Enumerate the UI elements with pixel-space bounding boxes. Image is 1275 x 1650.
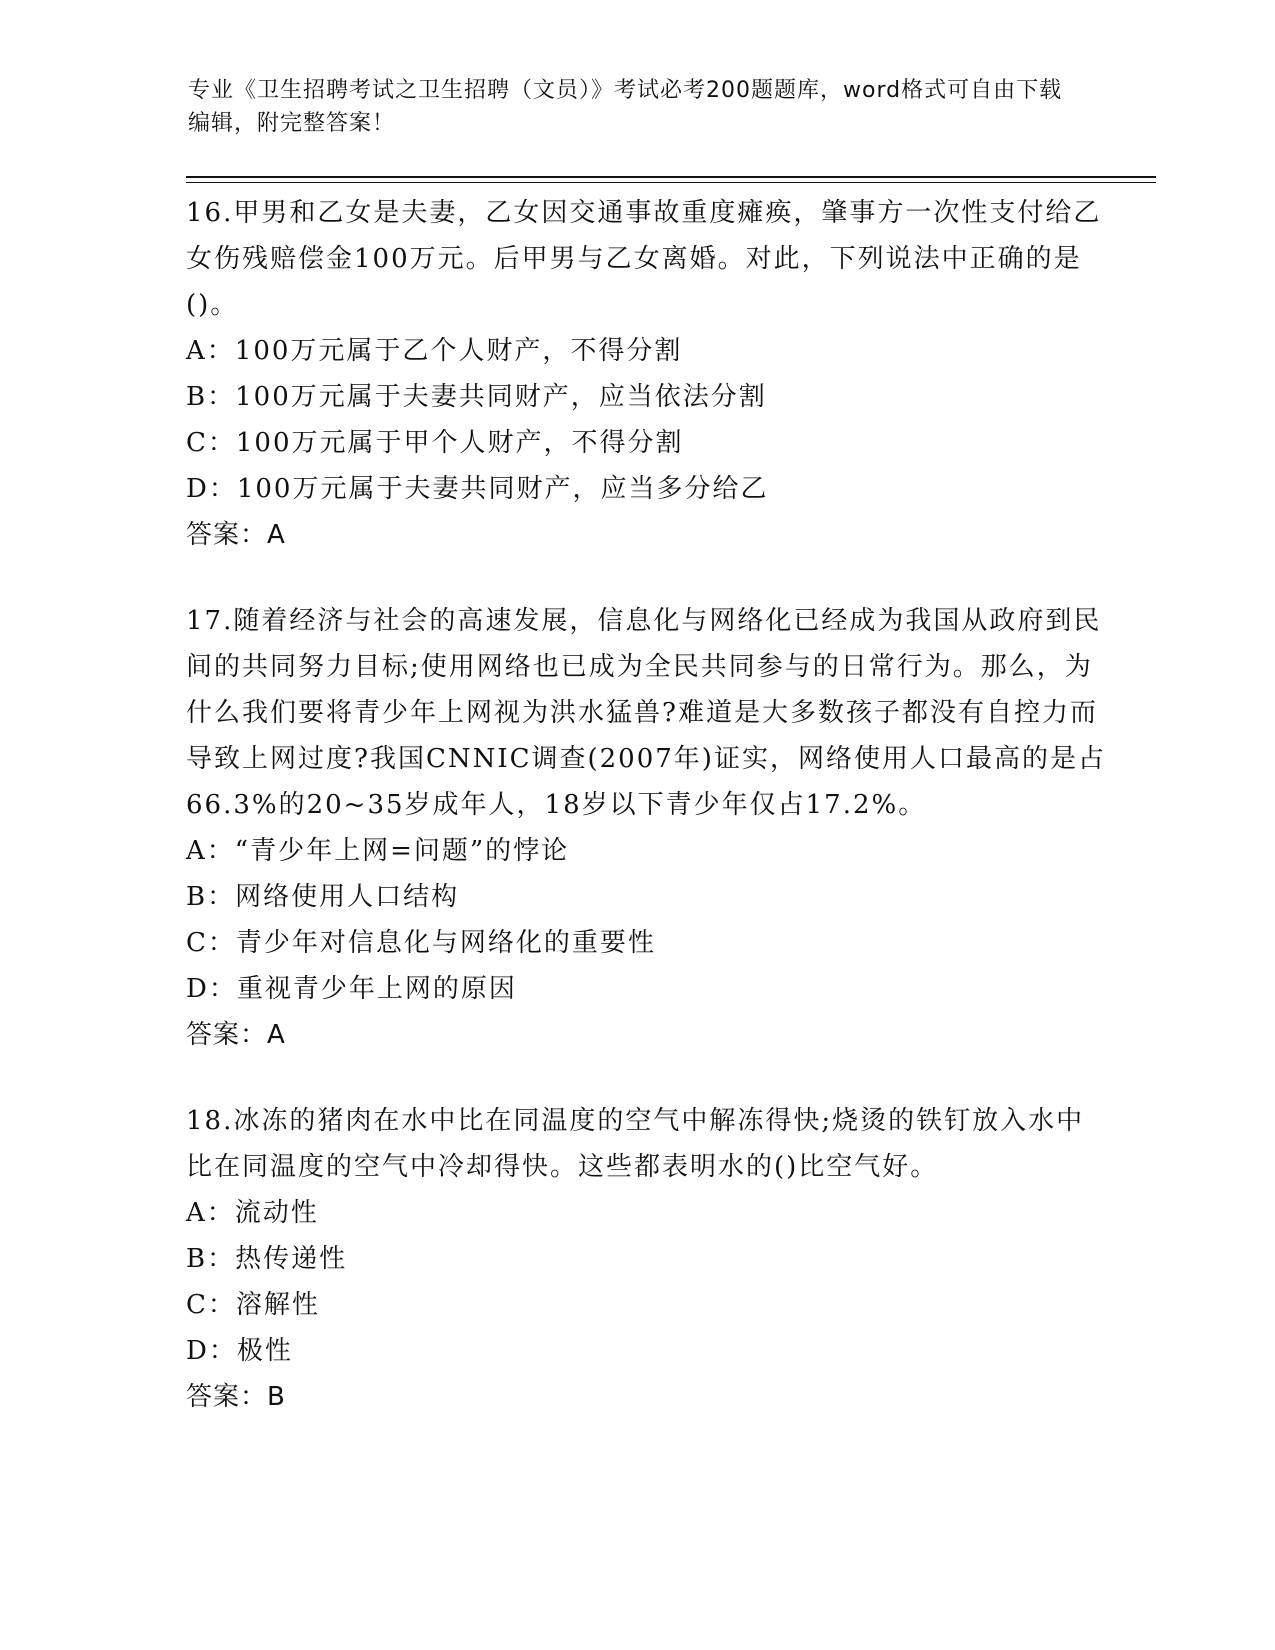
option-b: B：100万元属于夫妻共同财产，应当依法分割 xyxy=(186,382,767,412)
header-rule-thick xyxy=(186,176,1156,178)
option-a: A：流动性 xyxy=(186,1198,319,1228)
option-b: B：热传递性 xyxy=(186,1244,348,1274)
question-text: 17.随着经济与社会的高速发展，信息化与网络化已经成为我国从政府到民间的共同努力目标;使用网络也已成为全民共同参与的日常行为。那么，为什么我们要将青少年上网视为洪水猛兽?难道是大多数孩子都没有自控力而导致上网过度?我国CNNIC调查(2007年)证实，网络使用人口最高的是占66.3%的20~35岁成年人，18岁以下青少年仅占17.2%。 xyxy=(186,606,1106,820)
header-rule-thin xyxy=(186,182,1156,183)
option-b: B：网络使用人口结构 xyxy=(186,882,460,912)
question-text: 18.冰冻的猪肉在水中比在同温度的空气中解冻得快;烧烫的铁钉放入水中比在同温度的空气中冷却得快。这些都表明水的()比空气好。 xyxy=(186,1106,1085,1182)
question-list xyxy=(186,190,1106,1460)
document-header: 专业《卫生招聘考试之卫生招聘（文员）》考试必考200题题库，word格式可自由下载编辑，附完整答案！ xyxy=(188,78,1063,136)
question-17 xyxy=(186,598,1106,1058)
option-c: C：100万元属于甲个人财产，不得分割 xyxy=(186,428,684,458)
question-16 xyxy=(186,190,1106,558)
option-d: D：重视青少年上网的原因 xyxy=(186,974,517,1004)
answer-label: 答案：A xyxy=(186,520,286,550)
answer-label: 答案：B xyxy=(186,1382,286,1412)
option-d: D：极性 xyxy=(186,1336,293,1366)
option-c: C：青少年对信息化与网络化的重要性 xyxy=(186,928,656,958)
option-a: A：100万元属于乙个人财产，不得分割 xyxy=(186,336,683,366)
option-a: A：“青少年上网=问题”的悖论 xyxy=(186,836,570,866)
option-c: C：溶解性 xyxy=(186,1290,320,1320)
question-text: 16.甲男和乙女是夫妻，乙女因交通事故重度瘫痪，肇事方一次性支付给乙女伤残赔偿金100万元。后甲男与乙女离婚。对此，下列说法中正确的是()。 xyxy=(186,198,1102,320)
answer-label: 答案：A xyxy=(186,1020,286,1050)
option-d: D：100万元属于夫妻共同财产，应当多分给乙 xyxy=(186,474,769,504)
question-18 xyxy=(186,1098,1106,1420)
